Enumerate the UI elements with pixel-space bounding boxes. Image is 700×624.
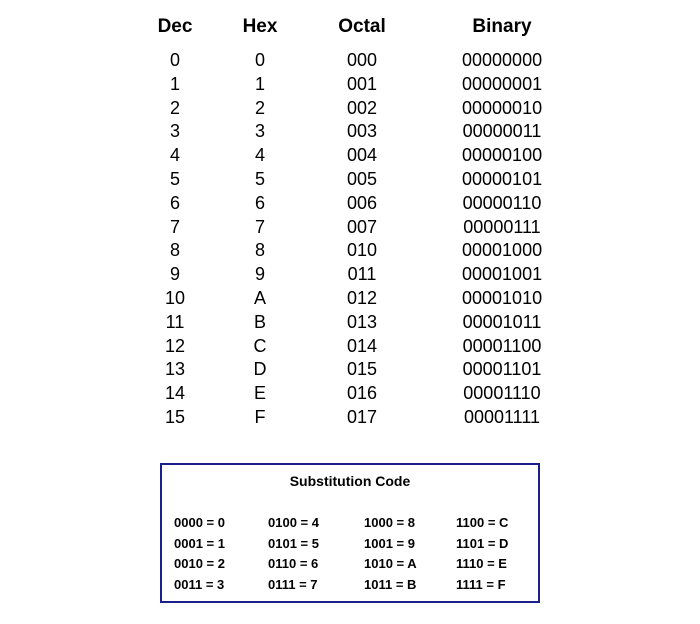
cell-binary: 00001111	[463, 407, 541, 427]
substitution-entry: 0111 = 7	[268, 576, 318, 592]
cell-hex: 4	[254, 145, 265, 166]
cell-dec: 5	[169, 169, 180, 189]
cell-octal: 001	[346, 73, 378, 94]
cell-octal: 005	[346, 169, 378, 189]
cell-octal: 004	[346, 145, 378, 166]
cell-octal: 006	[346, 192, 378, 213]
cell-dec: 3	[169, 121, 180, 142]
substitution-entry: 1101 = D	[456, 535, 509, 551]
header-binary: Binary	[472, 16, 532, 37]
cell-binary: 00000111	[463, 216, 541, 237]
substitution-entry: 1100 = C	[456, 515, 509, 530]
substitution-entry: 1001 = 9	[364, 535, 415, 551]
cell-hex: 0	[254, 50, 265, 70]
cell-binary: 00000010	[462, 97, 543, 118]
cell-hex: F	[254, 407, 266, 427]
cell-binary: 00001000	[462, 240, 543, 261]
cell-dec: 1	[169, 73, 180, 94]
cell-hex: 5	[254, 169, 265, 189]
cell-hex: D	[253, 359, 267, 380]
cell-binary: 00000000	[462, 50, 543, 70]
cell-hex: E	[253, 383, 266, 404]
cell-dec: 12	[164, 335, 186, 356]
cell-binary: 00001010	[462, 288, 543, 308]
cell-binary: 00001110	[463, 383, 541, 404]
cell-hex: 2	[254, 97, 265, 118]
cell-octal: 002	[346, 97, 378, 118]
header-hex: Hex	[242, 16, 278, 37]
substitution-entry: 0000 = 0	[174, 515, 225, 530]
substitution-entry: 1111 = F	[456, 576, 506, 592]
cell-hex: A	[253, 288, 266, 308]
header-dec: Dec	[157, 16, 193, 37]
cell-dec: 10	[164, 288, 186, 308]
cell-hex: C	[253, 335, 267, 356]
cell-octal: 013	[346, 311, 378, 332]
cell-hex: B	[253, 311, 266, 332]
cell-hex: 1	[254, 73, 265, 94]
substitution-title: Substitution Code	[289, 473, 411, 489]
cell-dec: 9	[169, 264, 180, 285]
substitution-entry: 0001 = 1	[174, 535, 225, 551]
cell-dec: 11	[165, 311, 185, 332]
substitution-entry: 1000 = 8	[364, 515, 415, 530]
cell-hex: 8	[254, 240, 265, 261]
cell-dec: 0	[169, 50, 180, 70]
cell-binary: 00000100	[462, 145, 543, 166]
cell-binary: 00000011	[462, 121, 542, 142]
cell-octal: 012	[346, 288, 378, 308]
cell-dec: 4	[169, 145, 180, 166]
cell-dec: 2	[169, 97, 180, 118]
cell-binary: 00001101	[462, 359, 542, 380]
substitution-entry: 0011 = 3	[174, 576, 225, 592]
substitution-entry: 0110 = 6	[268, 556, 319, 571]
cell-dec: 8	[169, 240, 180, 261]
header-octal: Octal	[338, 16, 386, 37]
substitution-entry: 1011 = B	[364, 576, 417, 592]
cell-binary: 00001011	[462, 311, 542, 332]
cell-hex: 9	[254, 264, 265, 285]
cell-dec: 6	[169, 192, 180, 213]
cell-dec: 13	[164, 359, 186, 380]
substitution-entry: 1010 = A	[364, 556, 417, 571]
substitution-entry: 1110 = E	[456, 556, 507, 571]
cell-binary: 00001100	[462, 335, 542, 356]
cell-octal: 000	[346, 50, 378, 70]
cell-binary: 00000001	[462, 73, 543, 94]
cell-dec: 14	[164, 383, 186, 404]
substitution-entry: 0100 = 4	[268, 515, 319, 530]
cell-octal: 010	[346, 240, 378, 261]
cell-binary: 00000101	[462, 169, 543, 189]
cell-dec: 7	[169, 216, 180, 237]
cell-binary: 00000110	[462, 192, 542, 213]
cell-hex: 7	[254, 216, 265, 237]
cell-dec: 15	[164, 407, 186, 427]
cell-octal: 007	[346, 216, 378, 237]
cell-octal: 016	[346, 383, 378, 404]
cell-octal: 014	[346, 335, 378, 356]
cell-binary: 00001001	[462, 264, 543, 285]
substitution-entry: 0010 = 2	[174, 556, 225, 571]
cell-hex: 3	[254, 121, 265, 142]
cell-octal: 011	[347, 264, 377, 285]
cell-octal: 003	[346, 121, 378, 142]
substitution-entry: 0101 = 5	[268, 535, 319, 551]
cell-octal: 015	[346, 359, 378, 380]
cell-hex: 6	[254, 192, 265, 213]
substitution-code-box	[160, 463, 540, 603]
cell-octal: 017	[346, 407, 378, 427]
